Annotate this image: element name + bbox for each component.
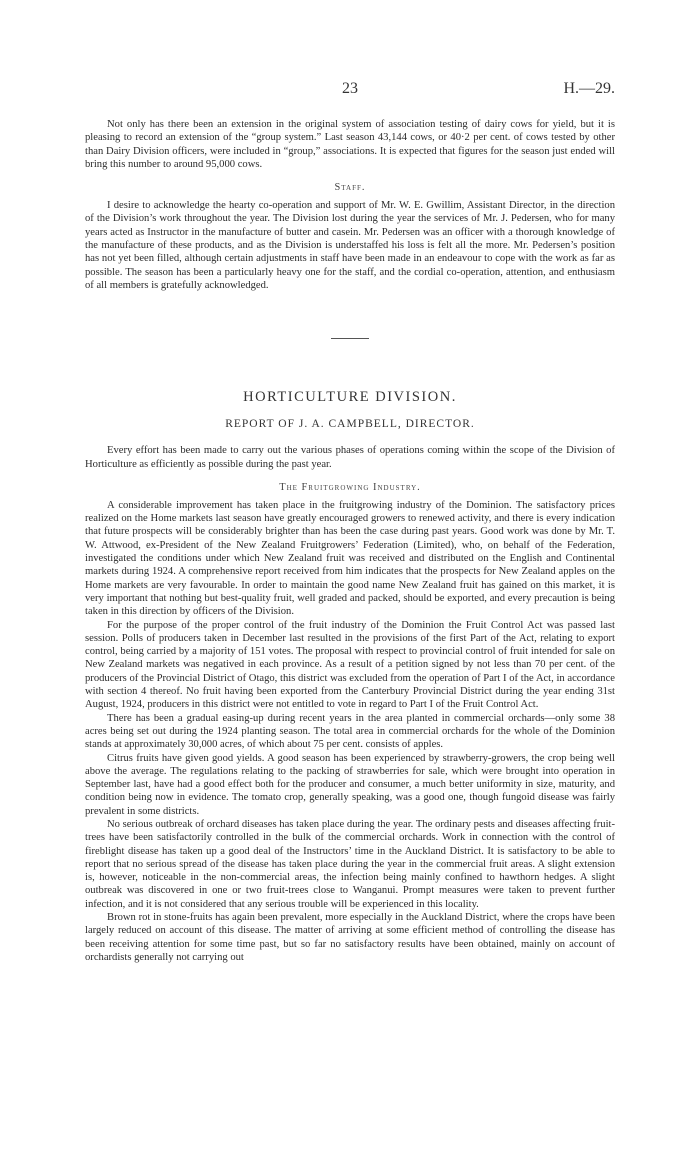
document-code: H.—29. [563,80,615,97]
paragraph-fruit-control-act: For the purpose of the proper control of the fruit industry of the Dominion the Fruit Control Act was passed last session. Polls of producers taken in December last resulted in the provisions of the first Part of the Act, relating to export control, being carried by a majority of 151 votes. The proposal with respect to provincial control of fruit intended for sale on New Zealand markets was negatived in each province. As a result of a petition signed by not less than 70 per cent. of the producers of the Provincial District of Otago, this district was excluded from the operation of Part I of the Act, in accordance with section 4 thereof. No fruit having been exported from the Canterbury Provincial District during the year ending 31st August, 1924, producers in this district were not entitled to vote in regard to Part I of the Fruit Control Act. [85,619,615,711]
paragraph-staff: I desire to acknowledge the hearty co-operation and support of Mr. W. E. Gwillim, Assistant Director, in the direction of the Division’s work throughout the year. The Division lost during the year the services of Mr. J. Pedersen, who for many years acted as Instructor in the manufacture of butter and casein. Mr. Pedersen was an officer with a thorough knowledge of the manufacture of these products, and as the Division is understaffed his loss is felt all the more. Mr. Pedersen’s position has not yet been filled, although certain adjustments in staff have been made in an endeavour to cope with the work as far as possible. The season has been a particularly heavy one for the staff, and the cordial co-operation, attention, and enthusiasm of all members is gratefully acknowledged. [85,200,615,291]
staff-heading: Staff. [334,182,366,194]
division-title: HORTICULTURE DIVISION. [243,389,457,406]
paragraph-intro: Every effort has been made to carry out the various phases of operations coming within the scope of the Division of Horticulture as efficiently as possible during the past year. [85,445,615,470]
fruitgrowing-heading: The Fruitgrowing Industry. [279,481,421,493]
page-header [85,80,615,104]
report-title: REPORT OF J. A. CAMPBELL, DIRECTOR. [225,418,475,431]
paragraph-orchard-diseases: No serious outbreak of orchard diseases has taken place during the year. The ordinary pests and diseases affecting fruit-trees have been satisfactorily controlled in the bulk of the commercial orchards. Work in connection with the control of fireblight disease has taken up a good deal of the Instructors’ time in the Auckland District. It is satisfactory to be able to report that no serious spread of the disease has taken place during the year in the commercial fruit areas. A slight extension is, however, noticeable in the non-commercial areas, the infection being mainly confined to hawthorn hedges. A slight outbreak was discovered in one or two fruit-trees close to Wanganui. Prompt measures were taken to prevent further infection, and it is not considered that any serious trouble will be experienced in this locality. [85,818,615,910]
section-divider [331,338,369,339]
paragraph-citrus-strawberries: Citrus fruits have given good yields. A good season has been experienced by strawberry-growers, the crop being well above the average. The regulations relating to the packing of strawberries for sale, which were brought into operation in September last, have had a good effect both for the producer and consumer, a much better uniformity in size, maturity, and condition being now in evidence. The tomato crop, generally speaking, was a good one, though fungoid disease was fairly prevalent in some districts. [85,752,615,817]
paragraph-brown-rot: Brown rot in stone-fruits has again been prevalent, more especially in the Auckland District, where the crops have been largely reduced on account of this disease. The matter of arriving at some efficient method of controlling the disease has been receiving attention for some time past, but so far no satisfactory results have been obtained, mainly on account of orchardists generally not carrying out [85,912,615,963]
paragraph-group-system: Not only has there been an extension in the original system of association testing of dairy cows for yield, but it is pleasing to record an extension of the “group system.” Last season 43,144 cows, or 40·2 per cent. of cows tested by other than Dairy Division officers, were included in “group,” associations. It is expected that figures for the season just ended will bring this number to around 95,000 cows. [85,119,615,170]
paragraph-orchard-area: There has been a gradual easing-up during recent years in the area planted in commercial orchards—only some 38 acres being set out during the 1924 planting season. The total area in commercial orchards for the whole of the Dominion stands at approximately 30,000 acres, of which about 75 per cent. consists of apples. [85,712,615,751]
paragraph-fruitgrowing-improvement: A considerable improvement has taken place in the fruitgrowing industry of the Dominion. The satisfactory prices realized on the Home markets last season have greatly encouraged growers to renewed activity, and there is every indication that future prospects will be considerably brighter than has been the case during past years. Good work was done by Mr. T. W. Attwood, ex-President of the New Zealand Fruitgrowers’ Federation (Limited), who, on behalf of the Federation, investigated the conditions under which New Zealand fruit was received and distributed on the English and Continental markets during 1924. A comprehensive report received from him indicates that the prospects for New Zealand apples on the Home markets are very favourable. In order to maintain the good name New Zealand fruit has gained on this market, it is very important that nothing but best-quality fruit, well graded and packed, should be exported, and every precaution is being taken in this direction by officers of the Division. [85,499,615,618]
page-number: 23 [342,80,358,97]
